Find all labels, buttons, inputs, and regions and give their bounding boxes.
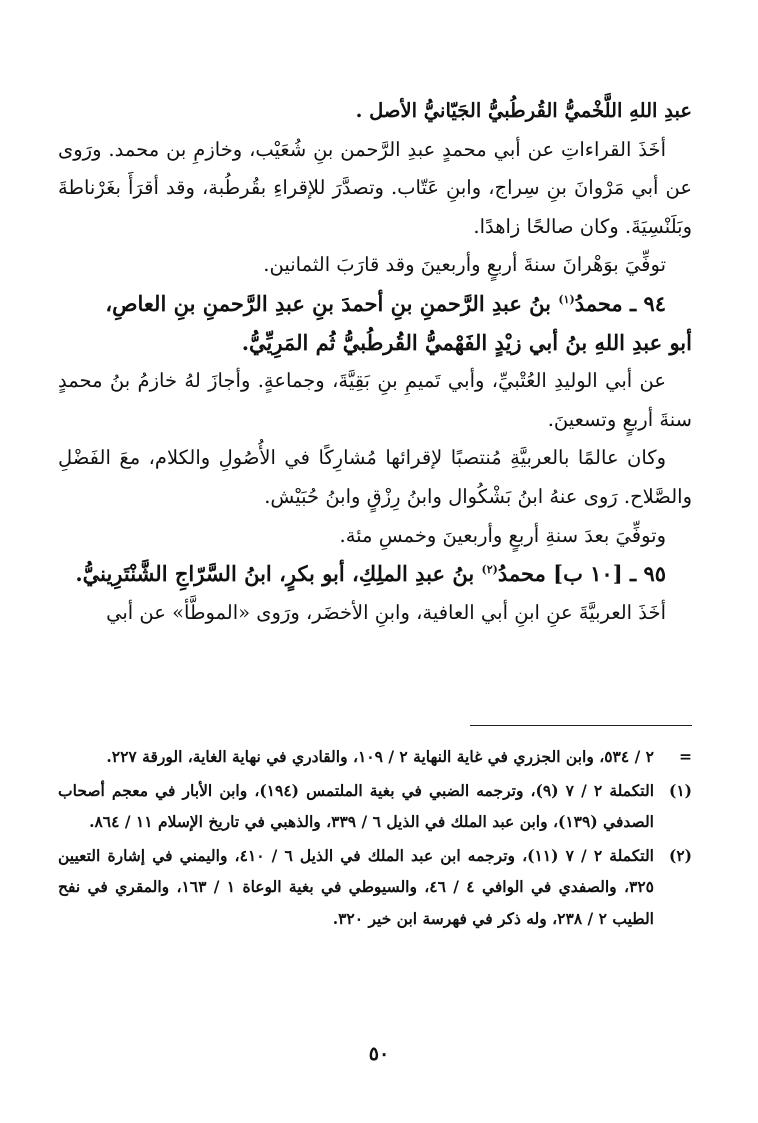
paragraph-death: توفِّيَ بوَهْرانَ سنةَ أربعٍ وأربعينَ وقد قارَبَ الثمانين. bbox=[263, 253, 666, 277]
footnote-continuation bbox=[58, 741, 692, 773]
paragraph-scholarship: وكان عالمًا بالعربيَّةِ مُنتصبًا لإقرائها مُشارِكًا في الأُصُولِ والكلام، معَ الفَضْلِ والصَّلاح. رَوى عنهُ ابنُ بَشْكُوال وابنُ رِزْقٍ وابنُ حُبَيْش. bbox=[58, 446, 692, 508]
entry-94-kunya: أبو عبدِ اللهِ بنُ أبي زيْدٍ الفَهْميُّ القُرطُبيُّ ثُم المَرِيِّيُّ. bbox=[241, 329, 692, 355]
footnote-mark: (١) bbox=[668, 780, 692, 800]
footnote-1 bbox=[58, 775, 692, 838]
footnote-mark: = bbox=[679, 747, 692, 766]
footnote-text: ٢ / ٥٣٤، وابن الجزري في غاية النهاية ٢ / ١٠٩، والقادري في نهاية الغاية، الورقة ٢٢٧. bbox=[106, 747, 654, 766]
paragraph-arabic-studies: أخَذَ العربيَّةَ عنِ ابنِ أبي العافية، وابنِ الأخضَر، ورَوى «الموطَّأ» عن أبي bbox=[106, 600, 666, 624]
page-number: ٥٠ bbox=[368, 1043, 390, 1065]
entry-94-heading bbox=[58, 285, 692, 324]
paragraph-death-94: وتوفِّيَ بعدَ سنةِ أربعٍ وأربعينَ وخمسِ مئة. bbox=[339, 523, 666, 547]
entry-94-lineage: بنُ عبدِ الرَّحمنِ بنِ أحمدَ بنِ عبدِ الرَّحمنِ بنِ العاصِ، bbox=[105, 290, 559, 316]
entry-95-lineage: بنُ عبدِ الملِكِ، أبو بكرٍ، ابنُ السَّرّاجِ الشَّنْتَرِينيُّ. bbox=[75, 561, 482, 587]
previous-entry-heading-end: عبدِ اللهِ اللَّخْميُّ القُرطُبيُّ الجَيّانيُّ الأصل . bbox=[355, 99, 692, 122]
entry-94-number-name: ٩٤ ـ محمدُ bbox=[574, 290, 666, 316]
entry-95-number-name: ٩٥ ـ [١٠ ب] محمدُ bbox=[497, 561, 666, 587]
paragraph-readings: أخَذَ القراءاتِ عن أبي محمدٍ عبدِ الرَّحمن بنِ شُعَيْب، وخازمِ بن محمد. ورَوى عن أبي مَرْوانَ بنِ سِراج، وابنِ عَتّاب. وتصدَّرَ للإقراءِ بقُرطُبة، وقد أقرَأَ بغَرْناطةَ وبَلَنْسِيَةَ. وكان صالحًا زاهدًا. bbox=[58, 137, 692, 238]
main-text bbox=[58, 92, 692, 632]
paragraph-teachers: عن أبي الوليدِ العُتْبيِّ، وأبي تَميمِ بنِ بَقِيَّةَ، وجماعةٍ. وأجازَ لهُ خازمُ بنُ محمدٍ سنةَ أربعٍ وتسعينَ. bbox=[58, 369, 692, 431]
footnote-separator bbox=[470, 725, 692, 726]
footnote-text: التكملة ٢ / ٧ (١١)، وترجمه ابن عبد الملك في الذيل ٦ / ٤١٠، واليمني في إشارة التعيين ٣٢٥، والصفدي في الوافي ٤ / ٤٦، والسيوطي في بغية الوعاة ١ / ١٦٣، والمقري في نفح الطيب ٢ / ٢٣٨، وله ذكر في فهرسة ابن خير ٣٢٠. bbox=[58, 845, 654, 928]
footnote-ref-2: (٢) bbox=[481, 563, 498, 577]
footnote-mark: (٢) bbox=[668, 845, 692, 865]
footnote-2 bbox=[58, 840, 692, 935]
footnotes bbox=[58, 741, 692, 937]
entry-95-heading bbox=[58, 555, 692, 594]
footnote-text: التكملة ٢ / ٧ (٩)، وترجمه الضبي في بغية الملتمس (١٩٤)، وابن الأبار في معجم أصحاب الصدفي (١٣٩)، وابن عبد الملك في الذيل ٦ / ٣٣٩، والذهبي في تاريخ الإسلام ١١ / ٨٦٤. bbox=[58, 780, 654, 832]
footnote-ref-1: (١) bbox=[558, 292, 575, 306]
